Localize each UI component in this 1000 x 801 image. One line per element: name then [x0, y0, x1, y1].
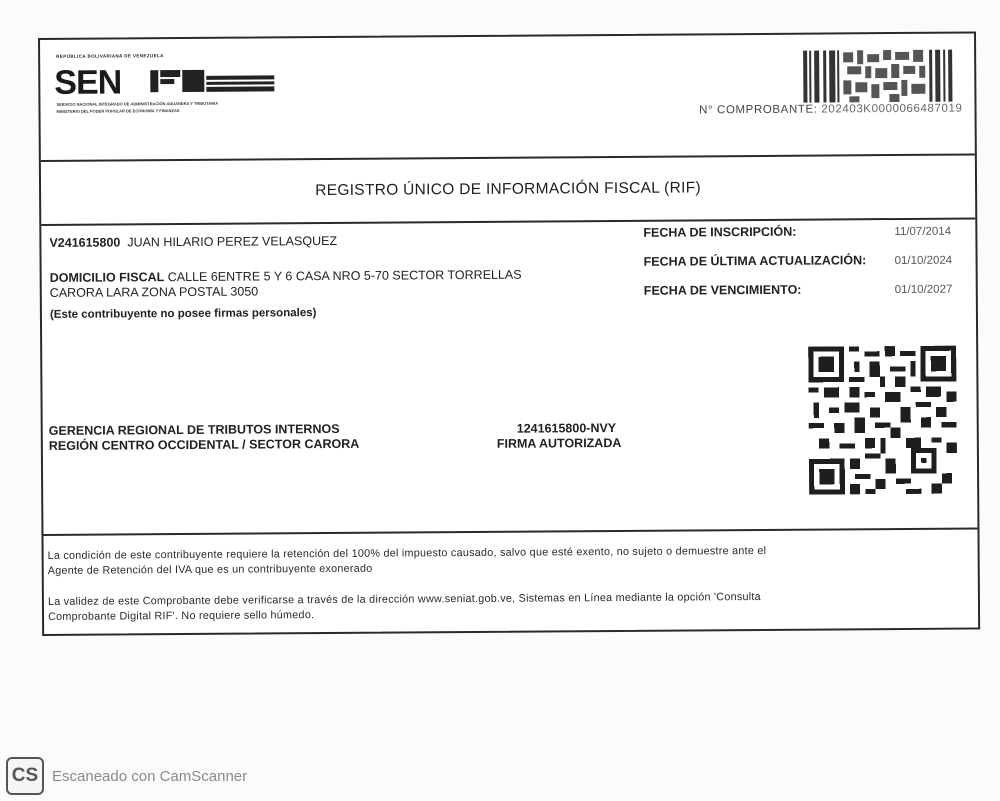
actualizacion-value: 01/10/2024 [894, 254, 953, 268]
camscanner-logo: CS [6, 757, 44, 795]
logo-subtitle-1: SERVICIO NACIONAL INTEGRADO DE ADMINISTRACIÓN ADUANERA Y TRIBUTARIA [56, 100, 219, 107]
inscripcion-value: 11/07/2014 [894, 225, 952, 239]
address-value-1: CALLE 6ENTRE 5 Y 6 CASA NRO 5-70 SECTOR TORRELLAS [167, 267, 522, 285]
logo-republic-text: REPÚBLICA BOLIVARIANA DE VENEZUELA [56, 53, 164, 59]
address-line-1 [50, 268, 522, 285]
notice-1-line-1: La condición de este contribuyente requiere la retención del 100% del impuesto causado, salvo que esté exento, no sujeto o demuestre ante el [47, 544, 767, 562]
rif-document [38, 31, 980, 636]
address-value-2: CARORA LARA ZONA POSTAL 3050 [49, 284, 259, 300]
logo-brand-mark [150, 67, 278, 94]
camscanner-watermark [6, 756, 247, 796]
barcode-icon [801, 44, 956, 107]
comprobante-value: 202403K0000066487019 [821, 102, 963, 116]
signature-code: 1241615800-NVY [516, 420, 617, 436]
comprobante-label: N° COMPROBANTE: [699, 103, 818, 117]
notice-1-line-2: Agente de Retención del IVA que es un contribuyente exonerado [47, 562, 373, 577]
signature-note: (Este contribuyente no posee firmas personales) [49, 307, 317, 321]
document-header [40, 33, 975, 162]
document-title: REGISTRO ÚNICO DE INFORMACIÓN FISCAL (RIF) [315, 179, 701, 200]
actualizacion-label: FECHA DE ÚLTIMA ACTUALIZACIÓN: [643, 253, 867, 269]
qr-code-icon [808, 346, 957, 495]
comprobante-number [699, 103, 962, 117]
taxpayer-name: JUAN HILARIO PEREZ VELASQUEZ [127, 233, 338, 250]
notice-2-line-1: La validez de este Comprobante debe verificarse a través de la dirección www.seniat.gob.ve, Sistemas en Línea mediante la opción 'Consulta [47, 590, 761, 608]
seniat-logo [50, 50, 280, 122]
taxpayer-rif: V241615800 [49, 235, 121, 250]
office-line-2: REGIÓN CENTRO OCCIDENTAL / SECTOR CARORA [48, 436, 360, 453]
logo-brand-text: SEN [54, 63, 122, 102]
vencimiento-value: 01/10/2027 [894, 283, 953, 297]
inscripcion-label: FECHA DE INSCRIPCIÓN: [643, 224, 797, 240]
camscanner-text: Escaneado con CamScanner [52, 767, 248, 785]
address-label: DOMICILIO FISCAL [49, 270, 165, 285]
title-row [41, 155, 975, 226]
document-body [41, 219, 977, 536]
signature-label: FIRMA AUTORIZADA [496, 435, 622, 451]
office-line-1: GERENCIA REGIONAL DE TRIBUTOS INTERNOS [48, 421, 340, 438]
taxpayer-id-line [49, 234, 337, 250]
vencimiento-label: FECHA DE VENCIMIENTO: [643, 282, 802, 298]
notice-2-line-2: Comprobante Digital RIF'. No requiere sello húmedo. [48, 609, 315, 623]
document-footer [43, 529, 978, 636]
logo-subtitle-2: MINISTERIO DEL PODER POPULAR DE ECONOMÍA Y FINANZAS [56, 108, 180, 114]
